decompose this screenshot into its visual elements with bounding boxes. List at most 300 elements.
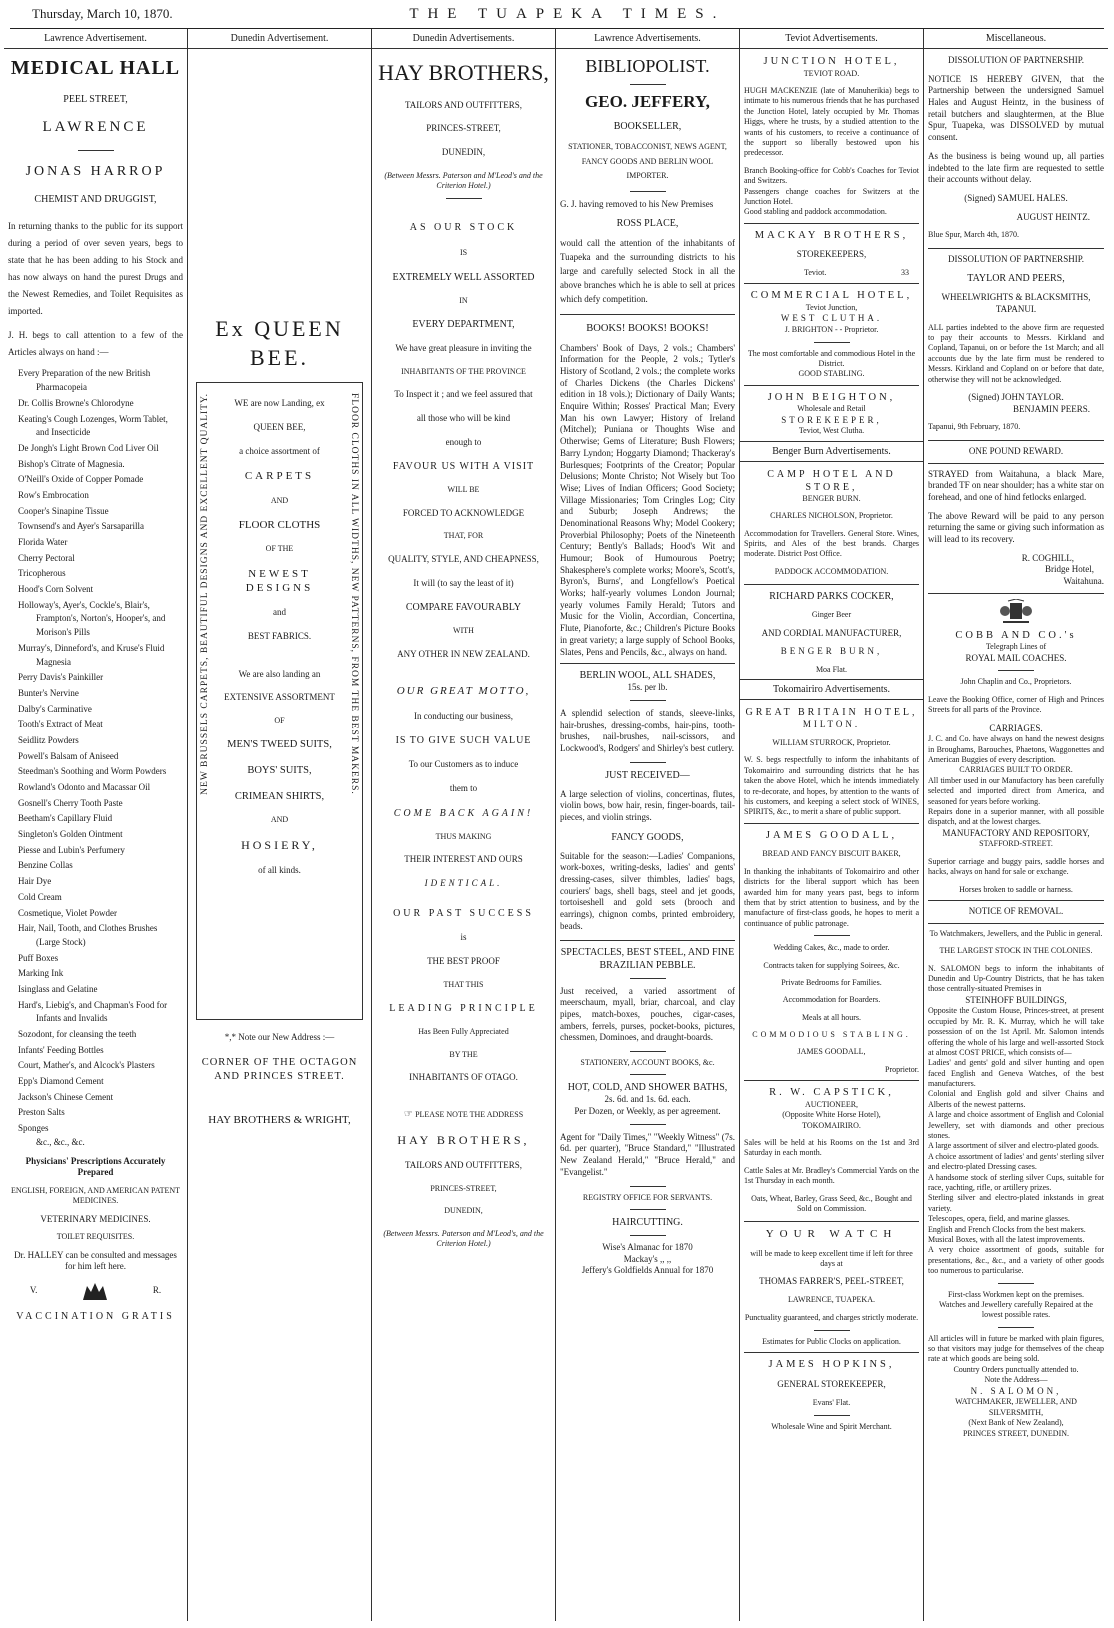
ad-line: Moa Flat. (815, 664, 848, 674)
ad-line: ANY OTHER IN NEW ZEALAND. (397, 648, 530, 659)
list-item: Townsend's and Ayer's Sarsaparilla (18, 521, 145, 532)
ad-line: MILTON. (802, 719, 861, 730)
ad-heading: MANUFACTORY AND REPOSITORY, (942, 827, 1090, 838)
ad-heading: JUST RECEIVED— (605, 769, 690, 781)
ad-line: TAPANUI. (995, 304, 1037, 315)
ad-line: enough to (445, 436, 482, 447)
ad-line: JAMES GOODALL, (797, 1047, 866, 1057)
ad-line: AND (270, 815, 289, 825)
ad-line: John Chaplin and Co., Proprietors. (960, 677, 1072, 687)
list-item: and Insecticide (36, 427, 91, 438)
ad-line: First-class Workmen kept on the premises. (947, 1289, 1085, 1299)
ad-line: VACCINATION GRATIS (16, 1311, 175, 1323)
ad-line: To our Customers as to induce (408, 759, 519, 770)
list-item: Holloway's, Ayer's, Cockle's, Blair's, (18, 599, 150, 610)
divider (928, 463, 1104, 464)
list-item: Frampton's, Norton's, Hooper's, and (36, 613, 166, 624)
ad-line: AS OUR STOCK (409, 222, 518, 234)
divider (630, 1074, 666, 1075)
ad-line: GOOD STABLING. (798, 369, 865, 379)
ad-line: is (460, 932, 467, 943)
ad-line: Teviot. (804, 268, 827, 278)
divider (928, 248, 1104, 249)
ad-line: WITH (453, 626, 474, 636)
divider (744, 823, 919, 824)
column-hay-brothers (372, 29, 556, 1621)
ad-line: THAT, FOR (443, 531, 484, 541)
divider (630, 762, 666, 763)
list-item: Hard's, Liebig's, and Chapman's Food for (18, 999, 168, 1010)
ad-line: ENGLISH, FOREIGN, AND AMERICAN PATENT MEDICINES. (10, 1185, 181, 1206)
ad-line: (Between Messrs. Paterson and M'Leod's and the Criterion Hotel.) (384, 170, 543, 191)
ad-line: FLOOR CLOTHS (238, 518, 321, 531)
divider (560, 663, 735, 664)
seal-right-letter: R. (152, 1285, 162, 1296)
ad-title: HAY BROTHERS, (378, 60, 549, 85)
ad-line: To Watchmakers, Jewellers, and the Public in general. (929, 928, 1103, 938)
ad-line: Evans' Flat. (812, 1397, 851, 1407)
list-item: Dr. Collis Browne's Chlorodyne (18, 397, 134, 408)
ad-line: BOYS' SUITS, (247, 765, 312, 776)
divider (630, 1235, 666, 1236)
column-header: Lawrence Advertisements. (556, 29, 739, 49)
coat-of-arms-icon (999, 599, 1033, 625)
list-item: Hair Dye (18, 876, 52, 887)
divider (630, 1051, 666, 1052)
list-item: Cherry Pectoral (18, 552, 75, 563)
list-item: Seidlitz Powders (18, 734, 79, 745)
list-item: Court, Mather's, and Alcock's Plasters (18, 1060, 155, 1071)
ad-trade: CHEMIST AND DRUGGIST, (34, 193, 157, 205)
ad-heading: HOT, COLD, AND SHOWER BATHS, (567, 1082, 728, 1094)
ad-body: Ladies' and gents' gold and silver hunting and open faced English and Geneva Watches, of the best manufacturers. (928, 1058, 1104, 1089)
ad-signature: AUGUST HEINTZ. (1016, 211, 1090, 222)
ad-line: DUNEDIN, (444, 1206, 483, 1216)
ad-line: AUCTIONEER, (804, 1099, 859, 1109)
ad-body: Oats, Wheat, Barley, Grass Seed, &c., Bought and Sold on Commission. (751, 1193, 912, 1214)
ad-body: would call the attention of the inhabitants of Tuapeka and the surrounding districts to his large and carefully selected Stock in all the above branches which he is able to sell at prices which defy competition. (560, 238, 735, 305)
ad-body: A large assortment of silver and electro-plated goods. (928, 1141, 1099, 1151)
list-item: Preston Salts (18, 1107, 65, 1118)
ad-line: Wedding Cakes, &c., made to order. (773, 943, 890, 953)
proprietor-name: JONAS HARROP (25, 163, 166, 179)
ad-line: NEWEST DESIGNS (245, 567, 314, 594)
list-item: Murray's, Dinneford's, and Kruse's Fluid (18, 642, 165, 653)
list-item: Epp's Diamond Cement (18, 1076, 104, 1087)
divider (744, 283, 919, 284)
list-item: Magnesia (36, 656, 71, 667)
ad-signature: HAY BROTHERS & WRIGHT, (208, 1114, 351, 1127)
ad-body: Just received, a varied assortment of meerschaum, myall, briar, charcoal, and clay pipes, match-boxes, pouches, cigar-cases, ambers, ferrels, purses, pocket-books, pictures, chessmen, Dominoes, and draught-boards. (560, 985, 735, 1043)
divider (744, 1080, 919, 1081)
ad-signature: (Signed) SAMUEL HALES. (964, 192, 1068, 203)
ad-line: Meals at all hours. (801, 1012, 862, 1022)
ad-line: It will (to say the least of it) (413, 577, 514, 588)
ad-line: TOILET REQUISITES. (56, 1232, 135, 1242)
list-item: Tooth's Extract of Meat (18, 719, 103, 730)
divider (814, 342, 850, 343)
divider (814, 1415, 850, 1416)
ad-body: All timber used in our Manufactory has been carefully selected and imported direct from America, and seasoned for years before working. (928, 775, 1104, 806)
ad-town: LAWRENCE (42, 119, 149, 135)
divider (630, 191, 666, 192)
ad-title: MEDICAL HALL (10, 57, 181, 79)
ad-line: THOMAS FARRER'S, PEEL-STREET, (759, 1276, 904, 1287)
ad-heading: BOOKS! BOOKS! BOOKS! (586, 323, 709, 335)
ad-line: BENGER BURN. (802, 493, 861, 503)
divider (998, 1327, 1034, 1328)
ad-line: TAYLOR AND PEERS, (967, 273, 1065, 285)
side-text-left: NEW BRUSSELS CARPETS, BEAUTIFUL DESIGNS AND EXCELLENT QUALITY. (200, 393, 210, 796)
list-item: Bunter's Nervine (18, 687, 79, 698)
ad-line: BOOKSELLER, (613, 121, 682, 133)
list-item: Singleton's Golden Ointment (18, 829, 123, 840)
list-item: Beetham's Capillary Fluid (18, 813, 113, 824)
ad-number: 33 (901, 268, 909, 278)
ad-body: Opposite the Custom House, Princes-street, at present occupied by Mr. R. K. Murray, which he will take possession of on the 1st April. Mr. Salomon intends offering the whole of his large and well-assorted Stock at almost COST PRICE, which consists of— (928, 1006, 1104, 1057)
ad-line: EXTENSIVE ASSORTMENT (224, 692, 335, 703)
ad-line: Dr. HALLEY can be consulted and messages for him left here. (14, 1249, 177, 1272)
ad-line: Estimates for Public Clocks on application. (762, 1336, 901, 1346)
ad-line: STATIONERY, ACCOUNT BOOKS, &c. (580, 1057, 715, 1067)
divider (998, 1283, 1034, 1284)
divider (744, 385, 919, 386)
list-item: Steedman's Soothing and Worm Powders (18, 766, 167, 777)
ad-line: Private Bedrooms for Families. (781, 977, 882, 987)
divider (630, 978, 666, 979)
pointing-hand-icon: ☞ (403, 1108, 413, 1120)
list-item: Row's Embrocation (18, 489, 89, 500)
ad-line: To Inspect it ; and we feel assured that (394, 389, 533, 400)
ad-line: Waitahuna. (1063, 576, 1104, 586)
ad-line: OF THE (265, 544, 294, 554)
list-item: Isinglass and Gelatine (18, 983, 98, 994)
ad-line: Contracts taken for supplying Soirees, &c. (763, 960, 900, 970)
ad-line: OF (274, 715, 285, 725)
ad-line: TEVIOT ROAD. (803, 68, 860, 78)
ad-line: INHABITANTS OF THE PROVINCE (401, 366, 526, 376)
ad-body: Accommodation for Travellers. General Store. Wines, Spirits, and Ales of the best brands. Charges moderate. District Post Office. (744, 528, 919, 559)
carpet-ad-box (196, 382, 363, 1020)
ad-line: LAWRENCE, TUAPEKA. (788, 1295, 875, 1305)
list-item: O'Neill's Oxide of Copper Pomade (18, 474, 144, 485)
ad-line: (Between Messrs. Paterson and M'Leod's, and the Criterion Hotel.) (383, 1228, 544, 1249)
ad-line: STOREKEEPER, (781, 414, 882, 425)
ad-line: 2s. 6d. and 1s. 6d. each. (604, 1094, 691, 1105)
ad-line: (Opposite White Horse Hotel), (782, 1110, 881, 1120)
ad-line: We have great pleasure in inviting the (395, 343, 532, 354)
ad-line: COME BACK AGAIN! (393, 807, 534, 819)
list-item: (Large Stock) (36, 936, 86, 947)
ad-line: *,* Note our New Address :— (224, 1032, 335, 1043)
ad-line: PLEASE NOTE THE ADDRESS (415, 1109, 524, 1119)
ad-line: Bridge Hotel, (1045, 564, 1094, 575)
ad-line: STAFFORD-STREET. (979, 839, 1053, 849)
ad-body: Leave the Booking Office, corner of High and Princes Streets for all parts of the Province. (928, 694, 1104, 715)
ad-line: Horses broken to saddle or harness. (959, 884, 1073, 894)
list-item: Cosmetique, Violet Powder (18, 907, 118, 918)
list-item: Morison's Pills (36, 627, 90, 638)
ad-line: Proprietor. (885, 1064, 919, 1074)
ad-heading: BERLIN WOOL, ALL SHADES, (579, 670, 716, 682)
ad-line: TAILORS AND OUTFITTERS, (404, 1160, 523, 1171)
ad-line: Jeffery's Goldfields Annual for 1870 (581, 1265, 714, 1276)
side-text-right: FLOOR CLOTHS IN ALL WIDTHS, NEW PATTERNS, FROM THE BEST MAKERS. (349, 393, 359, 795)
divider (630, 700, 666, 701)
ad-title: ONE POUND REWARD. (968, 445, 1064, 456)
ad-body: Repairs done in a superior manner, with all possible dispatch, and at the lowest charges. (928, 807, 1104, 827)
list-item: Infants' Feeding Bottles (18, 1044, 104, 1055)
ad-body: A large selection of violins, concertinas, flutes, violin bows, bow hair, resin, finger-boards, tail-pieces, and violin strings. (560, 788, 735, 823)
ad-heading: SPECTACLES, BEST STEEL, AND FINE BRAZILIAN PEBBLE. (560, 946, 735, 971)
ad-body: Good stabling and paddock accommodation. (744, 207, 887, 217)
ad-line: QUEEN BEE, (253, 421, 306, 432)
ad-body: Passengers change coaches for Switzers at the Junction Hotel. (744, 186, 919, 206)
ad-signature: BENJAMIN PEERS. (1012, 403, 1090, 414)
list-item: Hair, Nail, Tooth, and Clothes Brushes (18, 923, 158, 934)
ad-line: COMMODIOUS STABLING. (752, 1030, 911, 1040)
ad-line: Ginger Beer (811, 610, 852, 620)
divider (560, 314, 735, 315)
ad-body: English and French Clocks from the best makers. (928, 1224, 1086, 1234)
ad-line: them to (449, 782, 478, 793)
ad-title: JAMES HOPKINS, (768, 1359, 895, 1371)
ad-line: Note the Address— (984, 1375, 1048, 1385)
ad-line: BY THE (449, 1049, 478, 1059)
ad-line: HOSIERY, (241, 837, 318, 852)
ad-line: REGISTRY OFFICE FOR SERVANTS. (582, 1192, 713, 1202)
ad-signature: (Signed) JOHN TAYLOR. (968, 392, 1064, 403)
issue-date: Thursday, March 10, 1870. (32, 6, 173, 21)
ad-line: STATIONER, TOBACCONIST, NEWS AGENT, FANCY GOODS AND BERLIN WOOL IMPORTER. (568, 142, 727, 181)
ad-line: J. BRIGHTON - - Proprietor. (784, 325, 879, 335)
ad-line: WHEELWRIGHTS & BLACKSMITHS, (941, 292, 1091, 303)
ad-line: Tapanui, 9th February, 1870. (928, 422, 1021, 432)
divider (744, 1352, 919, 1353)
ad-line: PADDOCK ACCOMMODATION. (774, 566, 889, 576)
list-item: Dalby's Carminative (18, 703, 92, 714)
ad-title: Ex QUEEN BEE. (215, 316, 344, 370)
ad-body: Suitable for the season:—Ladies' Companions, work-boxes, writing-desks, ladies' and gents' dressing-cases, silver thimbles, ladies' bags, couriers' bags, shell bags, steel and jet goods, tortoiseshell and gold sets (brooch and earrings), chignon combs, printed embroidery, beads. (560, 850, 735, 931)
royal-crest-icon (81, 1280, 109, 1302)
list-item: Infants and Invalids (36, 1013, 108, 1024)
ad-body: ALL parties indebted to the above firm are requested to pay their accounts to Messrs. Kirkland and Copland, Tapanui, on or before the 1st March; and all accounts due by the late firm must be rendered to Messrs. Kirkland and Copland on or before that date, otherwise they will not be acknowledged. (928, 322, 1104, 384)
ad-heading: FANCY GOODS, (611, 831, 684, 843)
ad-motto: OUR GREAT MOTTO, (396, 685, 531, 698)
list-item: Florida Water (18, 537, 68, 547)
ad-body: G. J. having removed to his New Premises (560, 198, 714, 209)
column-header: Teviot Advertisements. (740, 29, 923, 49)
ad-line: Wholesale and Retail (797, 404, 866, 414)
articles-list (8, 368, 183, 1148)
ad-body: A handsome stock of sterling silver Cups, suitable for race, yachting, rifle, or artillery prizes. (928, 1172, 1104, 1192)
ad-body: Sales will be held at his Rooms on the 1st and 3rd Saturday in each month. (744, 1138, 919, 1158)
ad-body: A choice assortment of ladies' and gents' sterling silver and electro-plated Dressing cases. (928, 1151, 1104, 1172)
ad-line: WE are now Landing, ex (234, 398, 325, 409)
ad-body: Telescopes, opera, field, and marine glasses. (928, 1214, 1070, 1224)
ad-line: and (273, 607, 286, 618)
ad-line: WILL BE (447, 485, 480, 495)
ad-line: Teviot Junction, (805, 303, 858, 313)
divider (744, 584, 919, 585)
seal-left-letter: V. (29, 1285, 38, 1296)
column-header: Tokomairiro Advertisements. (740, 679, 923, 700)
ad-line: AND CORDIAL MANUFACTURER, (761, 627, 902, 638)
ad-body: Agent for "Daily Times," "Weekly Witness" (7s. 6d. per quarter), "Bruce Standard," "Illustrated New Zealand Herald," "Bruce Herald," and "Evangelist." (560, 1131, 735, 1177)
ad-signature: N. SALOMON, (970, 1385, 1062, 1396)
list-item: Hood's Corn Solvent (18, 584, 94, 595)
ad-title: DISSOLUTION OF PARTNERSHIP. (948, 253, 1084, 264)
ad-body: The most comfortable and commodious Hotel in the District. (747, 348, 916, 368)
ad-line: Wise's Almanac for 1870 (602, 1241, 693, 1252)
ad-line: ROSS PLACE, (616, 218, 679, 230)
list-item: Powell's Balsam of Aniseed (18, 750, 119, 761)
ad-body: As the business is being wound up, all parties indebted to the late firm are requested to settle their accounts without delay. (928, 150, 1104, 185)
ad-body: J. C. and Co. have always on hand the newest designs in Broughams, Barouches, Phaetons, Waggonettes and American Buggies of every description. (928, 734, 1104, 765)
ad-line: LEADING PRINCIPLE (389, 1003, 538, 1015)
ad-title: R. W. CAPSTICK, (769, 1087, 894, 1099)
ad-line: of all kinds. (258, 865, 301, 876)
list-item: De Jongh's Light Brown Cod Liver Oil (18, 442, 159, 453)
ad-line: GENERAL STOREKEEPER, (777, 1378, 886, 1389)
ad-line: THE BEST PROOF (427, 956, 500, 967)
ad-body: Punctuality guaranteed, and charges strictly moderate. (744, 1312, 919, 1322)
ad-title: YOUR WATCH (765, 1228, 898, 1241)
list-item: Rowland's Odonto and Macassar Oil (18, 782, 151, 792)
ad-body: A splendid selection of stands, sleeve-links, hair-brushes, dressing-combs, hair-pins, tooth-brushes, nail-brushes, nail-scissors, and Lockwood's, Rodgers' and Shirley's best cutlery. (560, 707, 735, 753)
divider (630, 1186, 666, 1187)
ad-body: A large and choice assortment of English and Colonial Jewellery, set with diamonds and other precious stones. (928, 1110, 1104, 1141)
ad-line: In conducting our business, (414, 710, 513, 721)
ad-line: CHARLES NICHOLSON, Proprietor. (770, 511, 893, 521)
ad-title: JUNCTION HOTEL, (763, 56, 900, 67)
ad-body: Chambers' Book of Days, 2 vols.; Chambers' Information for the People, 2 vols.; Tytler's History of Scotland, 2 vols.; the complete works of Charles Dickens (the Charles Dickens' edition in 18 vols.); Dictionary of Daily Wants; Enquire Within; Rosses' Practical Man; Every Man his own Lawyer; History of Ireland (Mitchel); Puniana or Thoughts Wise and Otherwise; Gems of Literature; Bush Flowers; Barry Lyndon; Hoggarty Diamond; Thackeray's Burlesques; Footprints of the Creator; Popular Delusions; Monte Christo; Not Wisely but Too Wise; Lives of Indian Officers; Good Society; Village Missionaries; Tom Cringles Log; City and Suburb; Joseph Andrews; the Denominational Reasons Why; Model Cookery; Proverbial Philosophy; Poets of the Nineteenth Century; Bently's Ballads; Hood's Wit and Humour; Book of Humourous Poetry; Shakesphere's complete works; Moore's, Scott's, Byron's, Burns', and Longfellow's Poetical Works; half-yearly volumes London Journal; yearly volumes Family Herald; Tutors and Music for the Violin, Accordian, Concertina, Flute, Pianoforte, &c.; Children's Picture Books in great variety; a large supply of School Books, Slates, Pens and Pencils, &c., always on hand. (560, 342, 735, 657)
ad-title: HAY BROTHERS, (397, 1132, 530, 1147)
ad-line: COMPARE FAVOURABLY (405, 602, 522, 614)
ad-body: All articles will in future be marked with plain figures, so that visitors may judge for themselves of the cheap rate at which goods are being sold. (928, 1333, 1104, 1364)
ad-line: TAILORS AND OUTFITTERS, (404, 99, 523, 110)
ad-heading: CARRIAGES. (989, 722, 1043, 733)
divider (928, 440, 1104, 441)
ad-line: THE LARGEST STOCK IN THE COLONIES. (939, 946, 1093, 956)
ad-line: AND (270, 495, 289, 505)
ad-line: Has Been Fully Appreciated (418, 1027, 509, 1037)
masthead (4, 0, 1110, 28)
ad-line: CARRIAGES BUILT TO ORDER. (959, 765, 1073, 775)
list-item: Benzine Collas (18, 860, 73, 871)
ad-body: N. SALOMON begs to inform the inhabitants of Dunedin and Up-Country Districts, that he has taken those centrally-situated Premises in (928, 963, 1104, 994)
ad-body: Sterling silver and electro-plated inkstands in great variety. (928, 1193, 1104, 1213)
column-header: Lawrence Advertisement. (4, 29, 187, 49)
ad-body: J. H. begs to call attention to a few of the Articles always on hand :— (8, 330, 183, 358)
ad-line: THAT THIS (443, 979, 484, 989)
ad-body: Colonial and English gold and silver Chains and Alberts of the newest patterns. (928, 1089, 1104, 1109)
ad-line: IS (459, 248, 468, 258)
ad-line: EVERY DEPARTMENT, (412, 319, 515, 331)
ad-title: RICHARD PARKS COCKER, (769, 591, 894, 603)
list-item: Piesse and Lubin's Perfumery (18, 844, 125, 855)
list-item: Bishop's Citrate of Magnesia. (18, 458, 125, 469)
ad-title: COMMERCIAL HOTEL, (750, 290, 913, 302)
divider (560, 940, 735, 941)
ad-line: IS TO GIVE SUCH VALUE (395, 735, 532, 747)
columns (4, 29, 1110, 1621)
ad-body: STRAYED from Waitahuna, a black Mare, branded TF on near shoulder; has a white star on forehead, and one of hind fetlocks enlarged. (928, 468, 1104, 502)
ad-line: CARPETS (244, 470, 315, 483)
ad-line: Watches and Jewellery carefully Repaired at the lowest possible rates. (939, 1299, 1093, 1320)
ad-signature: R. COGHILL, (1021, 552, 1074, 563)
divider (630, 84, 666, 85)
divider (78, 150, 114, 151)
ad-line: Accommodation for Boarders. (782, 995, 881, 1005)
ad-title: MACKAY BROTHERS, (754, 229, 909, 241)
divider (744, 223, 919, 224)
ad-line: FAVOUR US WITH A VISIT (392, 461, 535, 473)
ad-line: TOKOMAIRIRO. (802, 1120, 861, 1130)
ad-line: a choice assortment of (239, 445, 320, 456)
ad-body: HUGH MACKENZIE (late of Manuherikia) begs to intimate to his numerous friends that he has purchased the Junction Hotel, lately occupied by Mr. Thomas Higgs, where he trusts, by a studied attention to the wants of his customers, to receive a continuance of the support so liberally bestowed upon his predecessor. (744, 86, 919, 158)
ad-line: IN (459, 295, 468, 305)
ad-body: In thanking the inhabitants of Tokomairiro and other districts for the liberal support which has been awarded him for many years past, begs to inform them that by strict attention to business, and by the manufacture of first-class goods, he hopes to merit a continuance of public patronage. (744, 866, 919, 928)
divider (630, 1124, 666, 1125)
list-item: Cold Cream (18, 891, 62, 902)
divider (998, 670, 1034, 671)
list-item: Marking Ink (18, 968, 64, 979)
ad-line: STOREKEEPERS, (796, 249, 867, 260)
ad-line: PRINCES-STREET, (426, 123, 501, 134)
divider (630, 1209, 666, 1210)
ad-line: CRIMEAN SHIRTS, (234, 790, 325, 802)
ad-line: BREAD AND FANCY BISCUIT BAKER, (762, 849, 901, 859)
ad-body: The above Reward will be paid to any person returning the same or giving such information as will lead to its recovery. (928, 510, 1104, 544)
address-note (376, 1108, 551, 1121)
column-geo-jeffery (556, 29, 740, 1621)
ad-title: COBB AND CO.'s (955, 629, 1077, 641)
ad-body: A very choice assortment of goods, suitable for presentations, &c., &c., and a variety of other goods too numerous to particularise. (928, 1245, 1104, 1276)
list-item: Jackson's Chinese Cement (18, 1091, 114, 1102)
ad-title: JOHN BEIGHTON, (767, 391, 896, 403)
ad-line: We are also landing an (238, 668, 321, 679)
list-item: Every Preparation of the new British (18, 368, 151, 379)
ad-body: Branch Booking-office for Cobb's Coaches for Teviot and Switzers. (744, 165, 919, 186)
column-header: Dunedin Advertisements. (372, 29, 555, 49)
ad-line: MEN'S TWEED SUITS, (227, 739, 332, 751)
ad-line: ROYAL MAIL COACHES. (965, 652, 1067, 663)
ad-title: BIBLIOPOLIST. (585, 56, 710, 76)
column-header: Miscellaneous. (924, 29, 1108, 49)
column-lawrence-medical-hall (4, 29, 188, 1621)
list-item: Cooper's Sinapine Tissue (18, 505, 109, 516)
ad-line: Per Dozen, or Weekly, as per agreement. (574, 1106, 721, 1117)
divider (446, 198, 482, 199)
ad-line: PRINCES STREET, DUNEDIN. (962, 1428, 1070, 1438)
ad-heading: HAIRCUTTING. (612, 1216, 683, 1228)
column-teviot (740, 29, 924, 1621)
column-miscellaneous (924, 29, 1108, 1621)
ad-proprietor: GEO. JEFFERY, (585, 92, 710, 112)
ad-title: CAMP HOTEL AND STORE, (767, 468, 896, 493)
ad-line: Blue Spur, March 4th, 1870. (928, 230, 1020, 240)
ad-body: Superior carriage and buggy pairs, saddle horses and hacks, always on hand for sale or exchange. (928, 856, 1104, 877)
mackay-location (744, 268, 919, 278)
royal-seal-row (8, 1280, 183, 1302)
list-item: Keating's Cough Lozenges, Worm Tablet, (18, 413, 168, 424)
ad-body: Cattle Sales at Mr. Bradley's Commercial Yards on the 1st Thursday in each month. (744, 1165, 919, 1186)
ad-line: Telegraph Lines of (985, 642, 1047, 652)
ad-line: WILLIAM STURROCK, Proprietor. (772, 738, 891, 748)
ad-line: IDENTICAL. (424, 877, 503, 888)
ad-line: Teviot, West Clutha. (798, 426, 865, 436)
